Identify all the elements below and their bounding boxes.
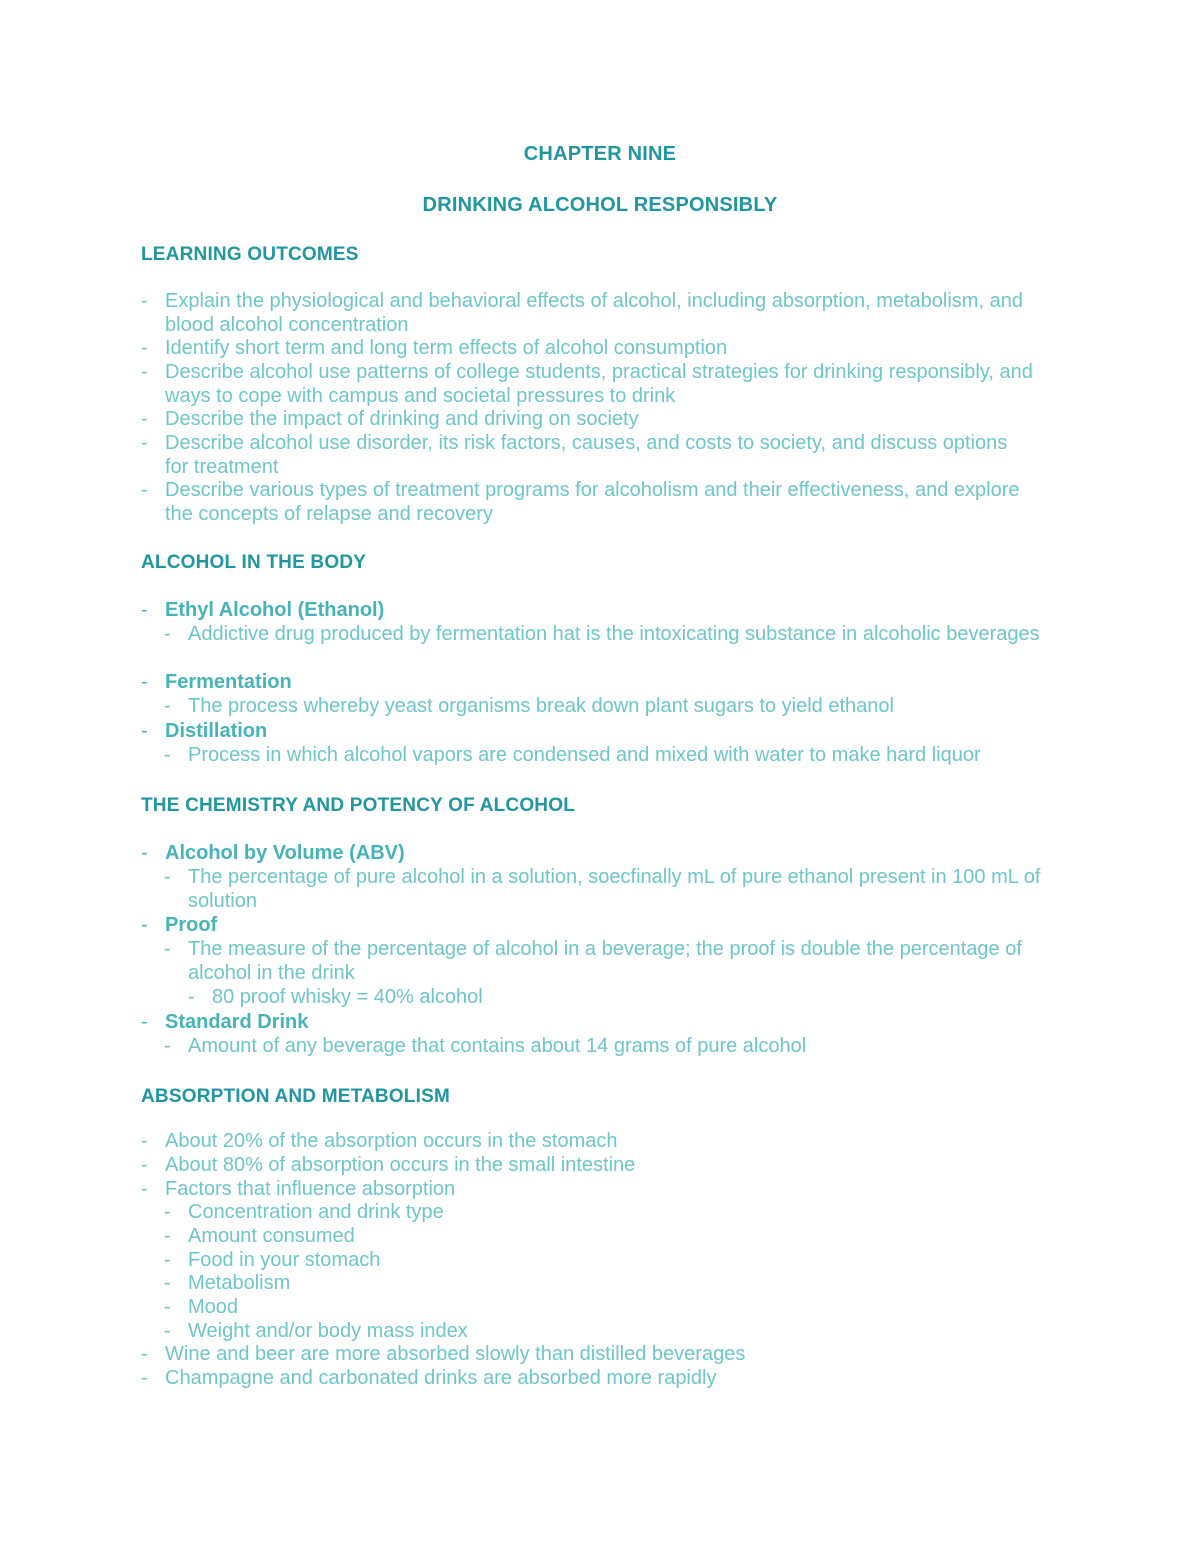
factor-text: Mood bbox=[188, 1296, 239, 1318]
heading-alcohol-in-body: ALCOHOL IN THE BODY bbox=[141, 552, 367, 573]
definition-item bbox=[164, 623, 1059, 647]
learning-outcome-text: Identify short term and long term effects of alcohol consumption bbox=[165, 337, 728, 359]
term-item bbox=[141, 671, 1036, 695]
definition-standard-drink: Amount of any beverage that contains about 14 grams of pure alcohol bbox=[188, 1035, 807, 1057]
list-item bbox=[141, 479, 1036, 526]
chapter-subtitle: DRINKING ALCOHOL RESPONSIBLY bbox=[422, 194, 778, 216]
list-item bbox=[141, 1178, 1036, 1202]
definition-item bbox=[164, 695, 1059, 719]
factor-item bbox=[164, 1225, 1059, 1249]
dash-bullet: - bbox=[164, 1201, 171, 1223]
learning-outcome-text: Describe alcohol use disorder, its risk factors, causes, and costs to society, and discuss options for treatment bbox=[165, 432, 1008, 478]
factor-text: Amount consumed bbox=[188, 1225, 355, 1247]
dash-bullet: - bbox=[164, 1296, 171, 1318]
absorption-stomach: About 20% of the absorption occurs in the stomach bbox=[165, 1130, 618, 1152]
term-distillation: Distillation bbox=[165, 720, 268, 742]
dash-bullet: - bbox=[141, 720, 148, 742]
dash-bullet: - bbox=[164, 1225, 171, 1247]
dash-bullet: - bbox=[141, 1367, 148, 1389]
dash-bullet: - bbox=[164, 938, 171, 960]
dash-bullet: - bbox=[164, 1320, 171, 1342]
absorption-intestine: About 80% of absorption occurs in the small intestine bbox=[165, 1154, 636, 1176]
term-item bbox=[141, 914, 1036, 938]
factor-item bbox=[164, 1249, 1059, 1273]
factor-text: Concentration and drink type bbox=[188, 1201, 444, 1223]
definition-item bbox=[164, 1035, 1059, 1059]
proof-example: 80 proof whisky = 40% alcohol bbox=[212, 986, 483, 1008]
list-item bbox=[141, 1367, 1036, 1391]
dash-bullet: - bbox=[164, 866, 171, 888]
dash-bullet: - bbox=[141, 1011, 148, 1033]
definition-fermentation: The process whereby yeast organisms break down plant sugars to yield ethanol bbox=[188, 695, 894, 717]
list-item bbox=[141, 1130, 1036, 1154]
factor-text: Food in your stomach bbox=[188, 1249, 381, 1271]
dash-bullet: - bbox=[188, 986, 195, 1008]
list-item bbox=[141, 361, 1036, 408]
heading-learning-outcomes: LEARNING OUTCOMES bbox=[141, 244, 359, 265]
dash-bullet: - bbox=[164, 1249, 171, 1271]
dash-bullet: - bbox=[164, 623, 171, 645]
list-item bbox=[141, 337, 1036, 361]
term-item bbox=[141, 842, 1036, 866]
absorption-factors: Factors that influence absorption bbox=[165, 1178, 456, 1200]
term-ethyl-alcohol: Ethyl Alcohol (Ethanol) bbox=[165, 599, 385, 621]
dash-bullet: - bbox=[141, 1343, 148, 1365]
dash-bullet: - bbox=[141, 361, 148, 383]
list-item bbox=[141, 290, 1036, 337]
dash-bullet: - bbox=[164, 1272, 171, 1294]
factor-text: Metabolism bbox=[188, 1272, 291, 1294]
definition-item bbox=[164, 938, 1059, 985]
definition-item bbox=[164, 866, 1059, 913]
definition-distillation: Process in which alcohol vapors are condensed and mixed with water to make hard liquor bbox=[188, 744, 981, 766]
chapter-title: CHAPTER NINE bbox=[523, 143, 677, 165]
dash-bullet: - bbox=[141, 1130, 148, 1152]
dash-bullet: - bbox=[164, 1035, 171, 1057]
dash-bullet: - bbox=[141, 914, 148, 936]
dash-bullet: - bbox=[141, 1154, 148, 1176]
example-item bbox=[188, 986, 1058, 1010]
list-item bbox=[141, 408, 1036, 432]
term-standard-drink: Standard Drink bbox=[165, 1011, 309, 1033]
dash-bullet: - bbox=[164, 744, 171, 766]
list-item bbox=[141, 1154, 1036, 1178]
dash-bullet: - bbox=[141, 1178, 148, 1200]
term-fermentation: Fermentation bbox=[165, 671, 292, 693]
learning-outcome-text: Describe alcohol use patterns of college students, practical strategies for drinking responsibly, and ways to cope with campus and societal pressures to drink bbox=[165, 361, 1033, 407]
term-item bbox=[141, 720, 1036, 744]
definition-item bbox=[164, 744, 1059, 768]
factor-item bbox=[164, 1296, 1059, 1320]
term-proof: Proof bbox=[165, 914, 218, 936]
factor-text: Weight and/or body mass index bbox=[188, 1320, 468, 1342]
term-item bbox=[141, 599, 1036, 623]
learning-outcome-text: Explain the physiological and behavioral effects of alcohol, including absorption, metabolism, and blood alcohol concentration bbox=[165, 290, 1023, 336]
term-item bbox=[141, 1011, 1036, 1035]
absorption-champagne: Champagne and carbonated drinks are absorbed more rapidly bbox=[165, 1367, 717, 1389]
dash-bullet: - bbox=[141, 671, 148, 693]
dash-bullet: - bbox=[141, 408, 148, 430]
definition-ethyl-alcohol: Addictive drug produced by fermentation hat is the intoxicating substance in alcoholic beverages bbox=[188, 623, 1040, 645]
heading-chemistry-potency: THE CHEMISTRY AND POTENCY OF ALCOHOL bbox=[141, 795, 576, 816]
definition-proof: The measure of the percentage of alcohol in a beverage; the proof is double the percentage of alcohol in the drink bbox=[188, 938, 1022, 984]
definition-abv: The percentage of pure alcohol in a solution, soecfinally mL of pure ethanol present in 100 mL of solution bbox=[188, 866, 1041, 912]
factor-item bbox=[164, 1320, 1059, 1344]
learning-outcome-text: Describe the impact of drinking and driving on society bbox=[165, 408, 639, 430]
factor-item bbox=[164, 1201, 1059, 1225]
heading-absorption-metabolism: ABSORPTION AND METABOLISM bbox=[141, 1086, 450, 1107]
dash-bullet: - bbox=[141, 479, 148, 501]
factor-item bbox=[164, 1272, 1059, 1296]
dash-bullet: - bbox=[164, 695, 171, 717]
term-abv: Alcohol by Volume (ABV) bbox=[165, 842, 405, 864]
dash-bullet: - bbox=[141, 842, 148, 864]
absorption-wine-beer: Wine and beer are more absorbed slowly than distilled beverages bbox=[165, 1343, 746, 1365]
dash-bullet: - bbox=[141, 432, 148, 454]
list-item bbox=[141, 1343, 1036, 1367]
dash-bullet: - bbox=[141, 599, 148, 621]
learning-outcome-text: Describe various types of treatment programs for alcoholism and their effectiveness, and explore the concepts of relapse and recovery bbox=[165, 479, 1020, 525]
list-item bbox=[141, 432, 1036, 479]
dash-bullet: - bbox=[141, 290, 148, 312]
dash-bullet: - bbox=[141, 337, 148, 359]
